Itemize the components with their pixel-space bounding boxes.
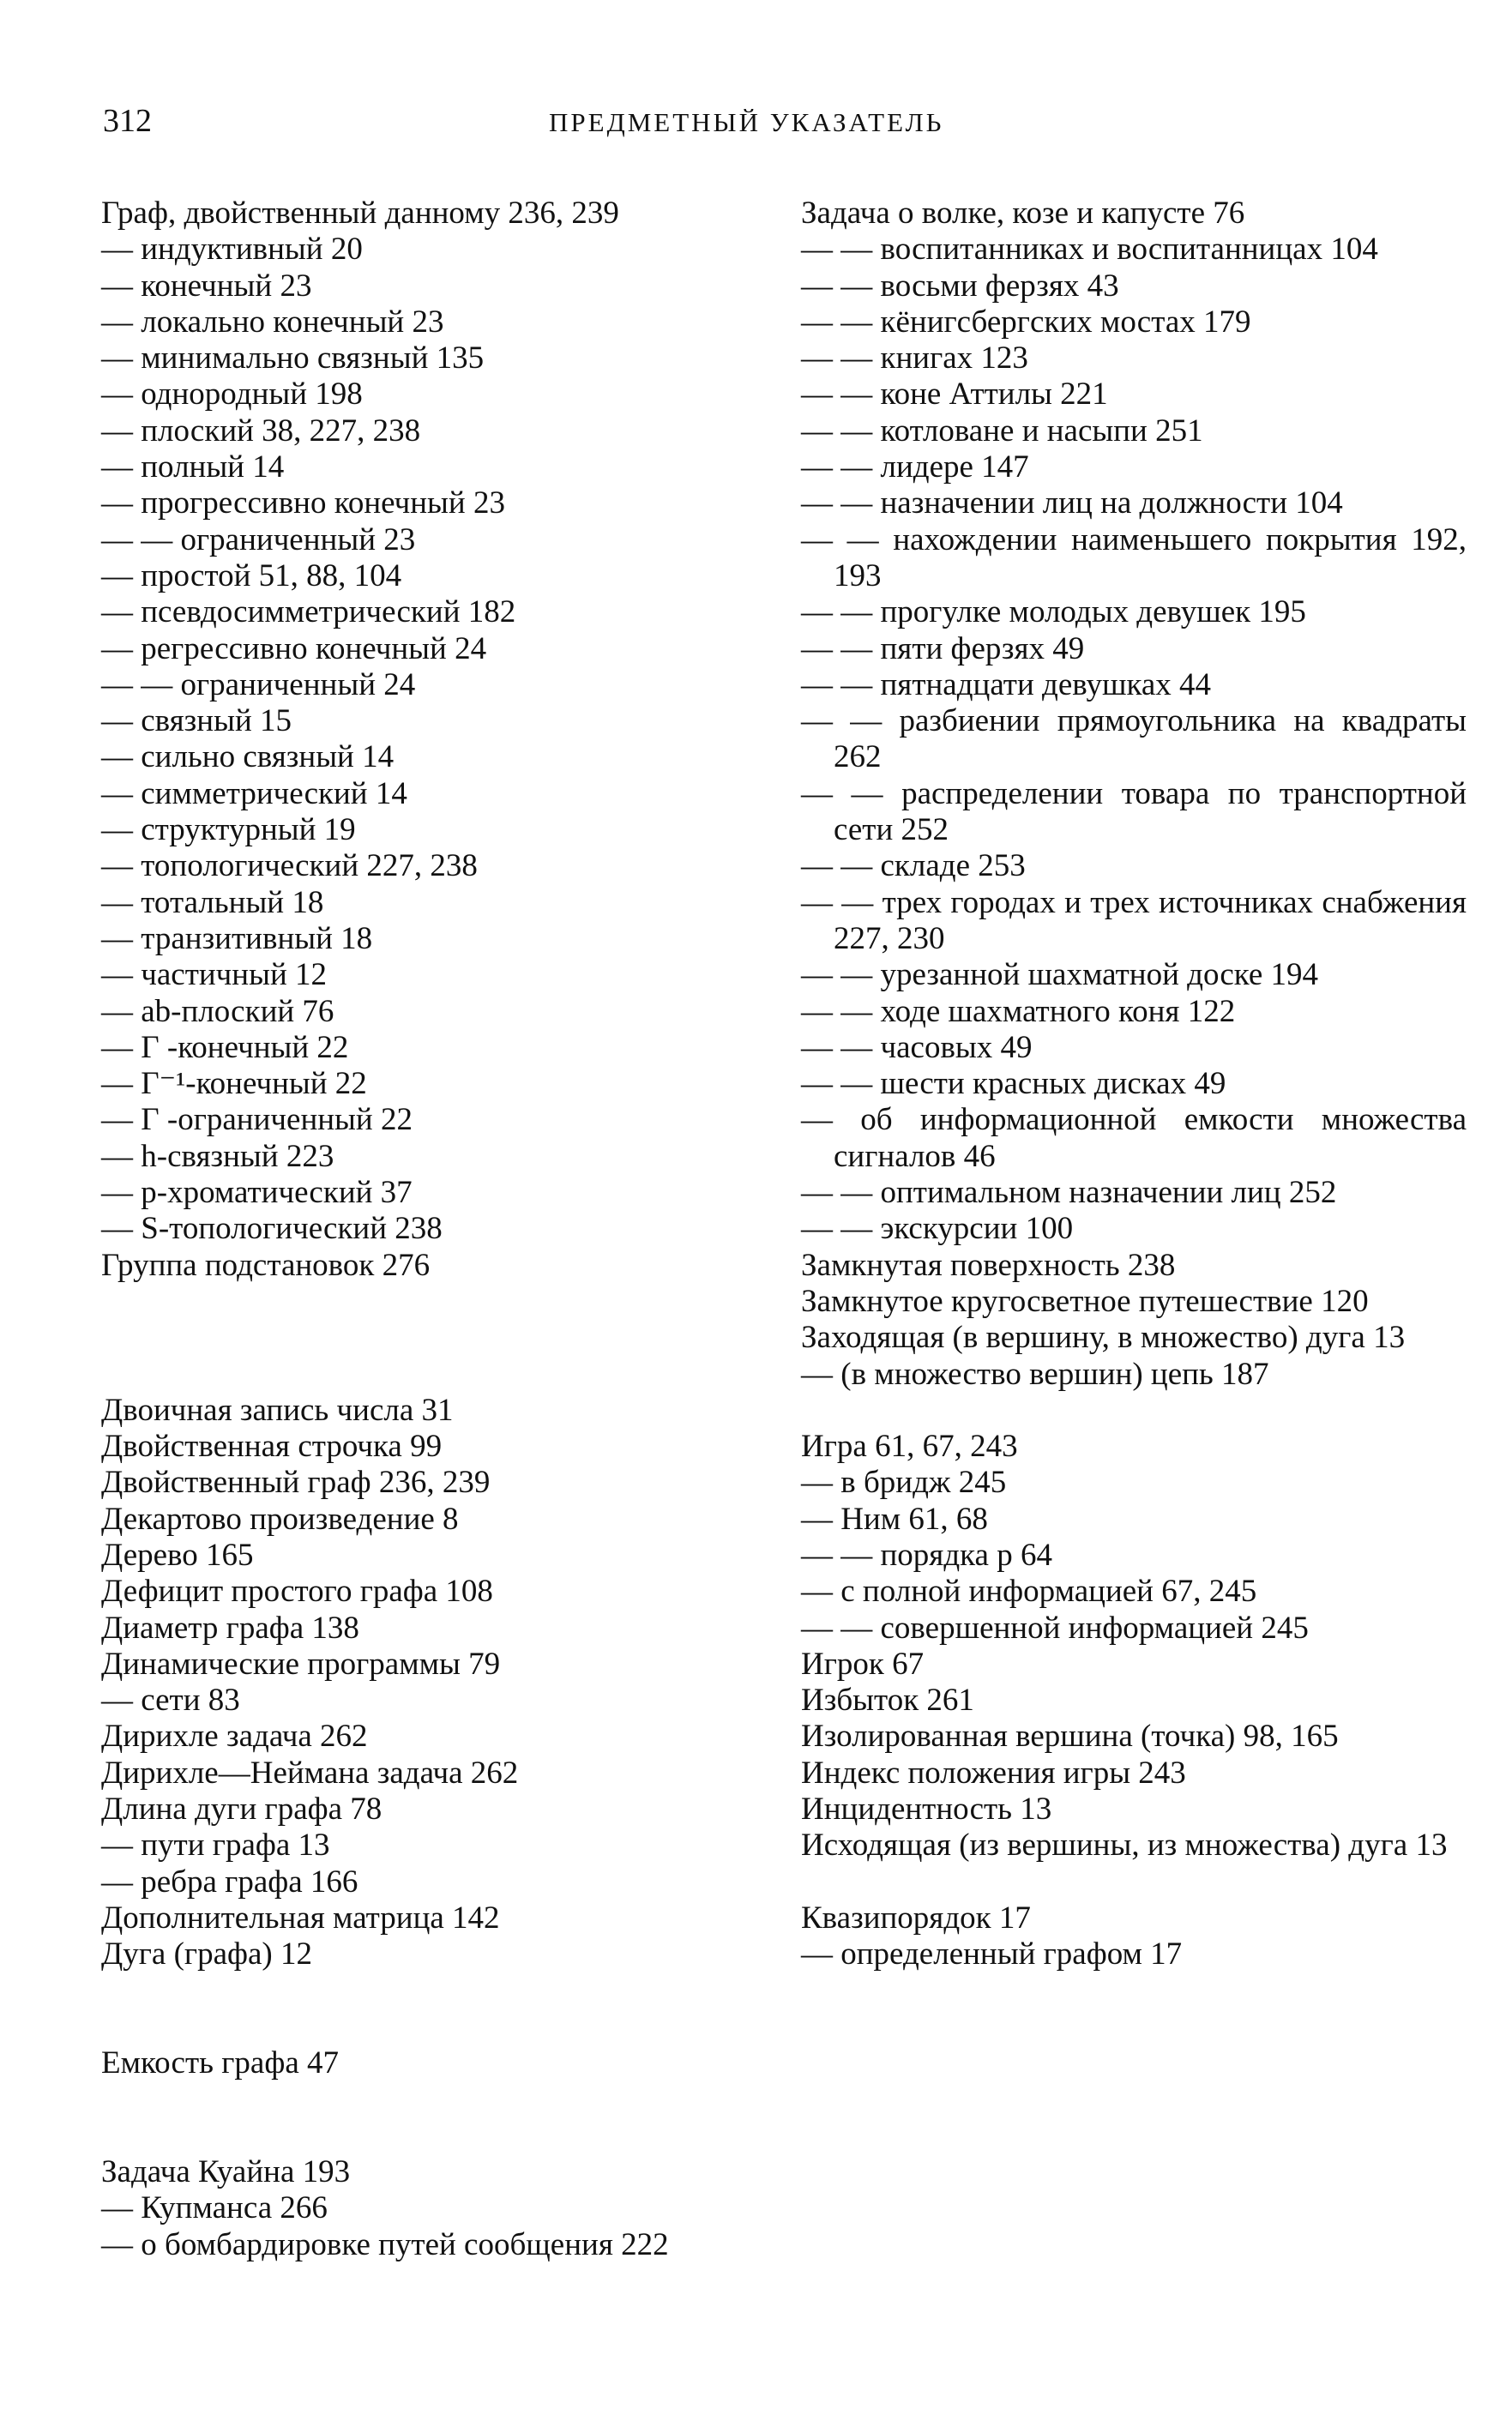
index-entry: — симметрический 14 [101,775,407,811]
index-entry: Двойственная строчка 99 [101,1429,443,1465]
index-entry: Граф, двойственный данному 236, 239 [101,196,619,231]
index-entry: Длина дуги графа 78 [101,1792,383,1828]
index-entry: — — кёнигсбергских мостах 179 [801,304,1251,340]
index-entry: — псевдосимметрический 182 [101,594,516,630]
index-entry: — — совершенной информацией 245 [801,1610,1309,1646]
index-entry: — — прогулке молодых девушек 195 [801,594,1306,630]
page-number: 312 [103,103,152,139]
index-entry: — простой 51, 88, 104 [101,557,402,593]
index-entry: — локально конечный 23 [101,304,444,340]
index-entry: — связный 15 [101,703,292,739]
index-entry: — пути графа 13 [101,1828,330,1864]
index-entry: Замкнутая поверхность 238 [801,1247,1176,1283]
index-entry: — индуктивный 20 [101,232,363,268]
index-entry: Группа подстановок 276 [101,1247,431,1283]
index-entry: — сети 83 [101,1683,240,1719]
index-entry: — — складе 253 [801,848,1026,884]
index-entry: — — коне Аттилы 221 [801,376,1108,413]
index-entry: — — книгах 123 [801,340,1028,376]
index-entry: Изолированная вершина (точка) 98, 165 [801,1719,1339,1755]
index-entry: — — нахождении наименьшего покрытия 192, 193 [801,521,1467,593]
index-entry: — — назначении лиц на должности 104 [801,485,1343,521]
index-entry: Дуга (графа) 12 [101,1936,312,1972]
index-entry: Дирихле задача 262 [101,1719,368,1755]
index-entry: — тотальный 18 [101,884,324,920]
index-entry: Декартово произведение 8 [101,1501,459,1537]
index-entry: — — часовых 49 [801,1029,1033,1065]
index-entry: Заходящая (в вершину, в множество) дуга 13 [801,1320,1406,1356]
running-head: ПРЕДМЕТНЫЙ УКАЗАТЕЛЬ [549,107,944,137]
index-entry: — (в множество вершин) цепь 187 [801,1356,1269,1392]
index-entry: — — порядка p 64 [801,1537,1052,1573]
index-entry: — определенный графом 17 [801,1936,1183,1972]
index-entry: — топологический 227, 238 [101,848,478,884]
section-gap [101,1284,787,1357]
index-entry: Дирихле—Неймана задача 262 [101,1755,519,1791]
index-entry: — — трех городах и трех источниках снабжения 227, 230 [801,884,1467,956]
index-entry: Дополнительная матрица 142 [101,1900,500,1936]
index-entry: — частичный 12 [101,957,327,993]
index-entry: Диаметр графа 138 [101,1610,359,1646]
index-entry: — ребра графа 166 [101,1864,358,1900]
section-gap [101,1357,787,1393]
index-entry: — — ходе шахматного коня 122 [801,993,1236,1029]
index-entry: — о бомбардировке путей сообщения 222 [101,2226,669,2262]
index-entry: — ab-плоский 76 [101,993,334,1029]
section-gap [101,2081,787,2154]
index-entry: — конечный 23 [101,268,312,304]
index-entry: — S-топологический 238 [101,1211,443,1247]
index-entry: — — пяти ферзях 49 [801,630,1085,666]
index-entry: — p-хроматический 37 [101,1175,413,1211]
index-entry: Замкнутое кругосветное путешествие 120 [801,1283,1369,1319]
index-entry: Исходящая (из вершины, из множества) дуга 13 [801,1828,1448,1864]
index-entry: — — экскурсии 100 [801,1211,1074,1247]
index-entry: — — восьми ферзях 43 [801,268,1119,304]
index-entry: — — котловане и насыпи 251 [801,413,1203,449]
index-entry: Дефицит простого графа 108 [101,1574,493,1610]
index-entry: — — шести красных дисках 49 [801,1066,1226,1102]
index-column-right [801,196,1467,1973]
index-entry: — в бридж 245 [801,1465,1007,1501]
index-entry: Инцидентность 13 [801,1792,1052,1828]
index-entry: — — пятнадцати девушках 44 [801,666,1212,702]
index-entry: — — лидере 147 [801,449,1029,485]
index-entry: Динамические программы 79 [101,1646,501,1682]
index-entry: — — воспитанниках и воспитанницах 104 [801,232,1378,268]
index-entry: — полный 14 [101,449,285,485]
index-entry: — однородный 198 [101,376,363,413]
index-entry: — Г -ограниченный 22 [101,1102,413,1138]
index-entry: Квазипорядок 17 [801,1900,1031,1936]
index-entry: Индекс положения игры 243 [801,1755,1186,1791]
index-entry: — структурный 19 [101,812,356,848]
section-gap [101,1973,787,2046]
index-entry: — с полной информацией 67, 245 [801,1574,1257,1610]
index-entry: — — урезанной шахматной доске 194 [801,957,1319,993]
index-entry: — об информационной емкости множества сигналов 46 [801,1102,1467,1174]
index-entry: — Г⁻¹-конечный 22 [101,1066,367,1102]
index-entry: Емкость графа 47 [101,2045,339,2081]
index-entry: Двойственный граф 236, 239 [101,1465,491,1501]
index-entry: Дерево 165 [101,1537,254,1573]
index-entry: — — оптимальном назначении лиц 252 [801,1175,1337,1211]
index-entry: Задача Куайна 193 [101,2154,351,2190]
index-entry: Игра 61, 67, 243 [801,1429,1018,1465]
index-entry: — Ним 61, 68 [801,1501,988,1537]
index-entry: Задача о волке, козе и капусте 76 [801,196,1245,231]
index-entry: — — ограниченный 23 [101,521,416,557]
index-entry: — минимально связный 135 [101,340,485,376]
section-gap [801,1864,1467,1900]
index-column-left [101,196,787,2263]
index-entry: — — распределении товара по транспортной сети 252 [801,775,1467,848]
index-entry: — h-связный 223 [101,1138,334,1174]
section-gap [801,1393,1467,1429]
index-entry: — транзитивный 18 [101,920,373,956]
index-entry: — Купманса 266 [101,2190,328,2226]
index-entry: — плоский 38, 227, 238 [101,413,421,449]
index-entry: — сильно связный 14 [101,739,395,775]
index-entry: Игрок 67 [801,1646,925,1682]
index-entry: — прогрессивно конечный 23 [101,485,505,521]
index-entry: — Г -конечный 22 [101,1029,349,1065]
index-entry: — — ограниченный 24 [101,666,416,702]
index-entry: Избыток 261 [801,1683,974,1719]
index-entry: Двоичная запись числа 31 [101,1392,454,1428]
index-entry: — — разбиении прямоугольника на квадраты 262 [801,703,1467,775]
index-entry: — регрессивно конечный 24 [101,630,487,666]
